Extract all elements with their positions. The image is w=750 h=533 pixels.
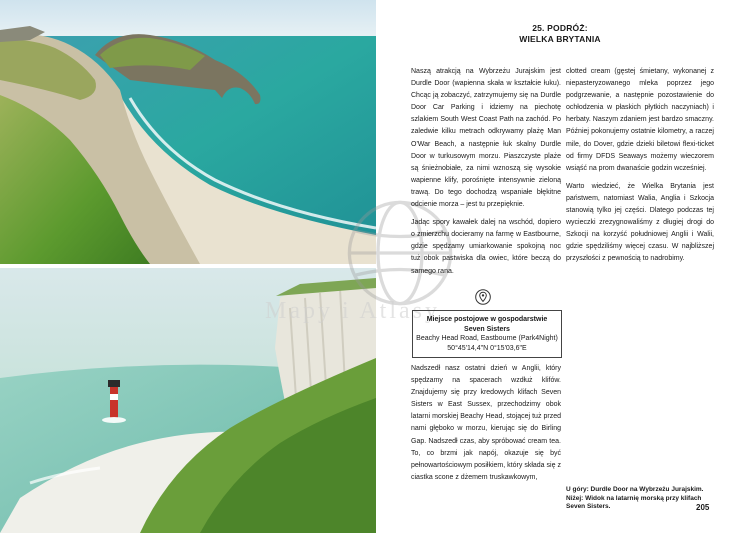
paragraph-eastbourne: Jadąc spory kawałek dalej na wschód, dopiero o zmierzchu docieramy na farmę w Eastbourne, gdzie spędzamy umiarkowanie spokojną noc tuż obok pastwiska dla owiec, które beczą do samego rana. (411, 219, 561, 275)
paragraph-great-britain: Warto wiedzieć, że Wielka Brytania jest państwem, natomiast Walia, Anglia i Szkocja stanowią tylko jej części. Dlatego podczas tej wycieczki zrezygnowaliśmy z długiej drogi do Szkocji na korzyść południowej Anglii i Walii, gdzie spędziliśmy więcej czasu. W najbliższej przyszłości z pewnością to nadrobimy. (566, 182, 714, 263)
photo-captions (566, 486, 716, 512)
paragraph-durdle-door: Naszą atrakcją na Wybrzeżu Jurajskim jest Durdle Door (wapienna skała w kształcie łuku). Chcąc ją zobaczyć, zatrzymujemy się na Durdle Door Car Parking i idziemy na piechotę szlakiem South West Coast Path na zachód. Po zaledwie kilku metrach odkrywamy plażę Man O'War Beach, a następnie łuk skalny Durdle Door w turkusowym morzu. Piaszczyste plaże są śnieżnobiałe, za nimi wznoszą się wysokie wapienne klify, porośnięte intensywnie zieloną trawą. Do tego dochodzą wspaniałe błękitne odcienie morza – jest tu przepięknie. (411, 68, 561, 209)
photo-durdle-door (0, 0, 376, 264)
body-text-right (566, 66, 714, 272)
campsite-coordinates: 50°45'14,4"N 0°15'03,6"E (447, 344, 527, 352)
watermark-text: Mapy i Atlasy (265, 298, 440, 324)
caption-bottom: Niżej: Widok na latarnię morską przy klifach Seven Sisters. (566, 494, 702, 510)
page-number: 205 (696, 503, 710, 512)
chapter-country: WIELKA BRYTANIA (519, 34, 601, 44)
body-text-left-top (411, 66, 561, 284)
campsite-title-line2: Seven Sisters (464, 325, 510, 333)
map-pin-icon (475, 289, 491, 305)
campsite-address: Beachy Head Road, Eastbourne (Park4Night) (416, 335, 558, 342)
chapter-number-title: 25. PODRÓŻ: (532, 23, 588, 33)
chapter-heading (500, 23, 620, 45)
campsite-info-box (412, 310, 562, 358)
campsite-title-line1: Miejsce postojowe w gospodarstwie (426, 316, 548, 323)
paragraph-cream-tea: clotted cream (gęstej śmietany, wykonanej z niepasteryzowanego mleka poprzez jego podgrzewanie, a następnie pozostawienie do ochłodzenia w płaskich płytkich naczyniach) i herbaty. Naszym zdaniem jest bardzo smaczny. Później pokonujemy ostatnie kilometry, a raczej mile, do Dover, gdzie dzieki biletowi flexi-ticket od firmy DFDS Seaways możemy wieczorem wsiąść na prom dwanaście godzin wcześniej. (566, 68, 714, 172)
body-text-left-bottom (411, 363, 561, 490)
paragraph-last-day: Nadszedł nasz ostatni dzień w Anglii, który spędzamy na spacerach wzdłuż klifów. Znajdujemy się przy kredowych klifach Seven Sisters w East Sussex, przechodzimy obok latarni morskiej Beachy Head, stojącej tuż przed nami głęboko w morzu, kierując się do Birling Gap. Nadszedł czas, aby spróbować cream tea. To, co brzmi jak napój, okazuje się być pełnowartościowym posiłkiem, który składa się z ciastka scone z dżemem truskawkowym, (411, 365, 561, 481)
caption-top: U góry: Durdle Door na Wybrzeżu Jurajskim. (566, 486, 704, 493)
